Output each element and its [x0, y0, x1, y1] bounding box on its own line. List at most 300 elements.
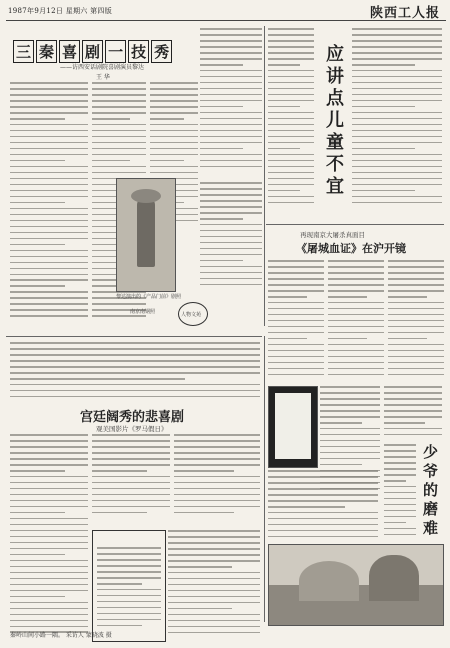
text-line: [174, 506, 260, 508]
text-line: [10, 578, 88, 580]
article1-subhead: ——访西安话剧院喜剧演员黎达: [60, 64, 145, 71]
text-line: [268, 356, 324, 358]
text-line: [200, 230, 262, 232]
text-line: [10, 366, 260, 368]
column-c: [268, 470, 378, 540]
text-line: [388, 344, 444, 346]
text-line: [384, 504, 416, 506]
text-line: [328, 350, 384, 352]
text-line: [388, 278, 444, 280]
text-line: [10, 348, 260, 350]
headline-char: 秦: [36, 40, 57, 63]
text-line: [384, 450, 416, 452]
text-line: [10, 354, 260, 356]
text-line: [10, 390, 260, 392]
text-line: [388, 368, 444, 370]
bottom-photo: [268, 544, 444, 626]
text-line: [352, 172, 442, 174]
text-line: [92, 148, 146, 150]
bottom-photo-caption: 秦岭山间小路一隅。 采访人 蒙晓波 摄: [10, 632, 112, 639]
text-line: [174, 470, 234, 472]
text-line: [10, 232, 88, 234]
text-line: [352, 112, 442, 114]
text-line: [352, 94, 442, 96]
text-line: [384, 428, 442, 430]
text-line: [10, 452, 88, 454]
text-line: [384, 444, 416, 446]
text-line: [168, 626, 260, 628]
text-line: [174, 482, 260, 484]
text-line: [328, 356, 384, 358]
text-line: [200, 76, 262, 78]
text-line: [384, 474, 416, 476]
text-line: [168, 578, 260, 580]
text-line: [10, 250, 88, 252]
text-line: [10, 100, 88, 102]
text-line: [200, 124, 262, 126]
text-line: [92, 106, 146, 108]
text-line: [320, 458, 380, 460]
headline-char: 一: [105, 40, 126, 63]
text-line: [168, 596, 260, 598]
text-line: [268, 482, 378, 484]
text-line: [200, 278, 262, 280]
text-line: [200, 260, 243, 262]
text-line: [10, 518, 88, 520]
text-line: [200, 40, 262, 42]
text-line: [10, 268, 88, 270]
text-line: [10, 279, 88, 281]
text-line: [268, 34, 314, 36]
text-line: [320, 422, 362, 424]
article2-col3b: [168, 530, 260, 640]
text-line: [92, 130, 146, 132]
text-line: [384, 480, 406, 482]
text-line: [268, 290, 324, 292]
text-line: [92, 172, 146, 174]
text-line: [352, 130, 442, 132]
text-line: [320, 398, 380, 400]
text-line: [388, 290, 444, 292]
headline-char: 三: [13, 40, 34, 63]
text-line: [10, 458, 88, 460]
article4-headline: 《屠城血证》在沪开镜: [296, 242, 406, 255]
text-line: [150, 106, 198, 108]
text-line: [268, 106, 300, 108]
article1-col1: [10, 82, 88, 332]
text-line: [268, 536, 378, 538]
sidebar-box: [92, 530, 166, 642]
text-line: [174, 446, 260, 448]
text-line: [268, 470, 378, 472]
text-line: [268, 166, 314, 168]
text-line: [174, 452, 260, 454]
text-line: [10, 536, 88, 538]
text-line: [200, 142, 262, 144]
article2-intro: [10, 342, 260, 402]
article1-photo: [116, 178, 176, 292]
text-line: [168, 536, 260, 538]
text-line: [10, 372, 260, 374]
text-line: [352, 148, 415, 150]
headline-char: 喜: [59, 40, 80, 63]
text-line: [92, 440, 170, 442]
text-line: [10, 342, 260, 344]
text-line: [352, 136, 442, 138]
text-line: [384, 386, 442, 388]
text-line: [150, 166, 198, 168]
text-line: [92, 82, 146, 84]
text-line: [268, 494, 378, 496]
article2-subhead: 观美国影片《罗马假日》: [96, 425, 168, 433]
text-line: [92, 100, 146, 102]
text-line: [268, 362, 324, 364]
text-line: [200, 112, 262, 114]
text-line: [150, 136, 198, 138]
text-line: [10, 124, 88, 126]
text-line: [352, 34, 442, 36]
text-line: [10, 82, 88, 84]
text-line: [10, 142, 88, 144]
text-line: [168, 566, 232, 568]
text-line: [174, 512, 234, 514]
text-line: [388, 362, 444, 364]
text-line: [268, 272, 324, 274]
text-line: [10, 256, 88, 258]
text-line: [10, 554, 65, 556]
text-line: [200, 130, 262, 132]
text-line: [168, 548, 260, 550]
text-line: [10, 172, 88, 174]
text-line: [150, 172, 198, 174]
text-line: [352, 106, 415, 108]
text-line: [352, 88, 442, 90]
text-line: [320, 410, 380, 412]
article3-col-right: [352, 28, 442, 218]
text-line: [384, 392, 442, 394]
text-line: [352, 52, 442, 54]
text-line: [10, 488, 88, 490]
text-line: [200, 236, 262, 238]
text-line: [10, 94, 88, 96]
text-line: [10, 384, 260, 386]
text-line: [10, 560, 88, 562]
text-line: [10, 548, 88, 550]
text-line: [92, 488, 170, 490]
text-line: [10, 482, 88, 484]
text-line: [268, 332, 324, 334]
text-line: [200, 100, 262, 102]
text-line: [268, 196, 314, 198]
text-line: [168, 542, 260, 544]
text-line: [268, 52, 314, 54]
text-line: [92, 470, 147, 472]
text-line: [388, 356, 444, 358]
text-line: [268, 368, 324, 370]
text-line: [10, 285, 65, 287]
text-line: [200, 248, 262, 250]
text-line: [200, 46, 262, 48]
text-line: [328, 344, 384, 346]
text-line: [384, 422, 425, 424]
text-line: [352, 202, 442, 204]
text-line: [328, 314, 384, 316]
text-line: [10, 530, 88, 532]
text-line: [200, 148, 243, 150]
text-line: [384, 516, 416, 518]
text-line: [388, 302, 444, 304]
text-line: [10, 297, 88, 299]
text-line: [168, 608, 232, 610]
text-line: [150, 100, 198, 102]
text-line: [352, 58, 442, 60]
text-line: [92, 303, 146, 305]
text-line: [320, 428, 380, 430]
text-line: [10, 396, 260, 398]
text-line: [10, 566, 88, 568]
text-line: [10, 160, 65, 162]
text-line: [97, 589, 161, 591]
text-line: [92, 434, 170, 436]
text-line: [388, 284, 444, 286]
text-line: [320, 464, 362, 466]
text-line: [150, 148, 198, 150]
text-line: [268, 58, 314, 60]
text-line: [388, 308, 444, 310]
text-line: [92, 88, 146, 90]
text-line: [268, 118, 314, 120]
text-line: [268, 284, 324, 286]
text-line: [10, 542, 88, 544]
text-line: [268, 88, 314, 90]
text-line: [268, 320, 324, 322]
text-line: [320, 404, 380, 406]
text-line: [268, 64, 300, 66]
text-line: [328, 338, 367, 340]
text-line: [10, 506, 88, 508]
text-line: [384, 404, 442, 406]
text-line: [384, 410, 442, 412]
text-line: [268, 46, 314, 48]
text-line: [10, 303, 88, 305]
text-line: [268, 172, 314, 174]
text-line: [92, 160, 130, 162]
text-line: [200, 218, 243, 220]
column-b-bottom: [200, 182, 262, 302]
text-line: [200, 206, 262, 208]
text-line: [388, 296, 427, 298]
text-line: [200, 58, 262, 60]
text-line: [268, 374, 324, 376]
text-line: [10, 476, 88, 478]
text-line: [200, 82, 262, 84]
text-line: [352, 76, 442, 78]
text-line: [200, 118, 262, 120]
text-line: [200, 182, 262, 184]
text-line: [92, 506, 170, 508]
text-line: [174, 488, 260, 490]
text-line: [352, 46, 442, 48]
text-line: [352, 118, 442, 120]
text-line: [10, 208, 88, 210]
text-line: [97, 577, 161, 579]
text-line: [328, 368, 384, 370]
text-line: [268, 142, 314, 144]
text-line: [388, 320, 444, 322]
text-line: [268, 308, 324, 310]
text-line: [150, 94, 198, 96]
text-line: [97, 547, 161, 549]
text-line: [168, 614, 260, 616]
text-line: [168, 632, 260, 634]
article4-kicker: 再现南京大屠杀真面目: [300, 231, 365, 239]
text-line: [174, 464, 260, 466]
text-line: [268, 344, 324, 346]
headline-char: 剧: [82, 40, 103, 63]
text-line: [268, 524, 378, 526]
film-badge: [178, 302, 208, 326]
text-line: [328, 332, 384, 334]
text-line: [92, 136, 146, 138]
text-line: [10, 112, 88, 114]
text-line: [328, 290, 384, 292]
text-line: [10, 214, 88, 216]
text-line: [97, 619, 161, 621]
text-line: [10, 106, 88, 108]
text-line: [200, 242, 262, 244]
page-header: [6, 2, 446, 21]
text-line: [150, 88, 198, 90]
text-line: [10, 88, 88, 90]
text-line: [168, 584, 260, 586]
text-line: [384, 534, 416, 536]
text-line: [328, 278, 384, 280]
text-line: [150, 124, 198, 126]
article3-col-left: [268, 28, 314, 218]
text-line: [384, 434, 442, 436]
text-line: [388, 266, 444, 268]
text-line: [388, 374, 444, 376]
article4-col3: [388, 260, 444, 380]
text-line: [268, 260, 324, 262]
text-line: [10, 512, 65, 514]
text-line: [384, 462, 416, 464]
headline-char: 秀: [151, 40, 172, 63]
text-line: [174, 494, 260, 496]
text-line: [268, 506, 345, 508]
text-line: [92, 464, 170, 466]
text-line: [150, 118, 184, 120]
text-line: [200, 64, 243, 66]
text-line: [200, 212, 262, 214]
text-line: [328, 272, 384, 274]
text-line: [200, 272, 262, 274]
text-line: [92, 94, 146, 96]
text-line: [384, 486, 416, 488]
text-line: [10, 148, 88, 150]
text-line: [268, 178, 314, 180]
text-line: [268, 100, 314, 102]
text-line: [352, 160, 442, 162]
text-line: [268, 154, 314, 156]
text-line: [268, 488, 378, 490]
text-line: [10, 608, 88, 610]
text-line: [97, 559, 161, 561]
text-line: [200, 106, 243, 108]
text-line: [10, 360, 260, 362]
text-line: [328, 320, 384, 322]
text-line: [268, 28, 314, 30]
text-line: [10, 262, 88, 264]
text-line: [10, 184, 88, 186]
text-line: [268, 160, 314, 162]
text-line: [268, 338, 307, 340]
text-line: [174, 458, 260, 460]
text-line: [168, 572, 260, 574]
text-line: [10, 196, 88, 198]
text-line: [10, 130, 88, 132]
text-line: [268, 314, 324, 316]
text-line: [328, 374, 384, 376]
text-line: [268, 500, 378, 502]
text-line: [97, 571, 161, 573]
text-line: [384, 528, 416, 530]
text-line: [10, 590, 88, 592]
text-line: [352, 100, 442, 102]
text-line: [92, 142, 146, 144]
text-line: [10, 166, 88, 168]
text-line: [150, 142, 198, 144]
text-line: [328, 362, 384, 364]
article3-headline: 应讲点儿童不宜: [323, 44, 344, 198]
text-line: [97, 625, 142, 627]
article2-col2: [92, 434, 170, 524]
text-line: [200, 136, 262, 138]
text-line: [268, 512, 378, 514]
masthead-logo: 陕西工人报: [369, 6, 440, 21]
text-line: [10, 118, 65, 120]
text-line: [10, 315, 88, 317]
text-line: [10, 291, 88, 293]
text-line: [200, 266, 262, 268]
text-line: [10, 136, 88, 138]
text-line: [10, 470, 65, 472]
text-line: [268, 40, 314, 42]
text-line: [10, 446, 88, 448]
text-line: [328, 296, 367, 298]
photo1-credit: 南京南钢照: [130, 309, 156, 315]
text-line: [328, 302, 384, 304]
text-line: [352, 124, 442, 126]
text-line: [92, 512, 147, 514]
text-line: [388, 338, 427, 340]
badge-label: 人物文苑: [181, 312, 202, 318]
text-line: [200, 200, 262, 202]
text-line: [92, 476, 170, 478]
text-line: [92, 494, 170, 496]
text-line: [92, 482, 170, 484]
text-line: [92, 154, 146, 156]
text-line: [200, 188, 262, 190]
text-line: [10, 620, 88, 622]
text-line: [352, 154, 442, 156]
text-line: [150, 154, 198, 156]
text-line: [352, 70, 442, 72]
text-line: [268, 266, 324, 268]
text-line: [384, 522, 406, 524]
text-line: [92, 118, 130, 120]
text-line: [268, 70, 314, 72]
